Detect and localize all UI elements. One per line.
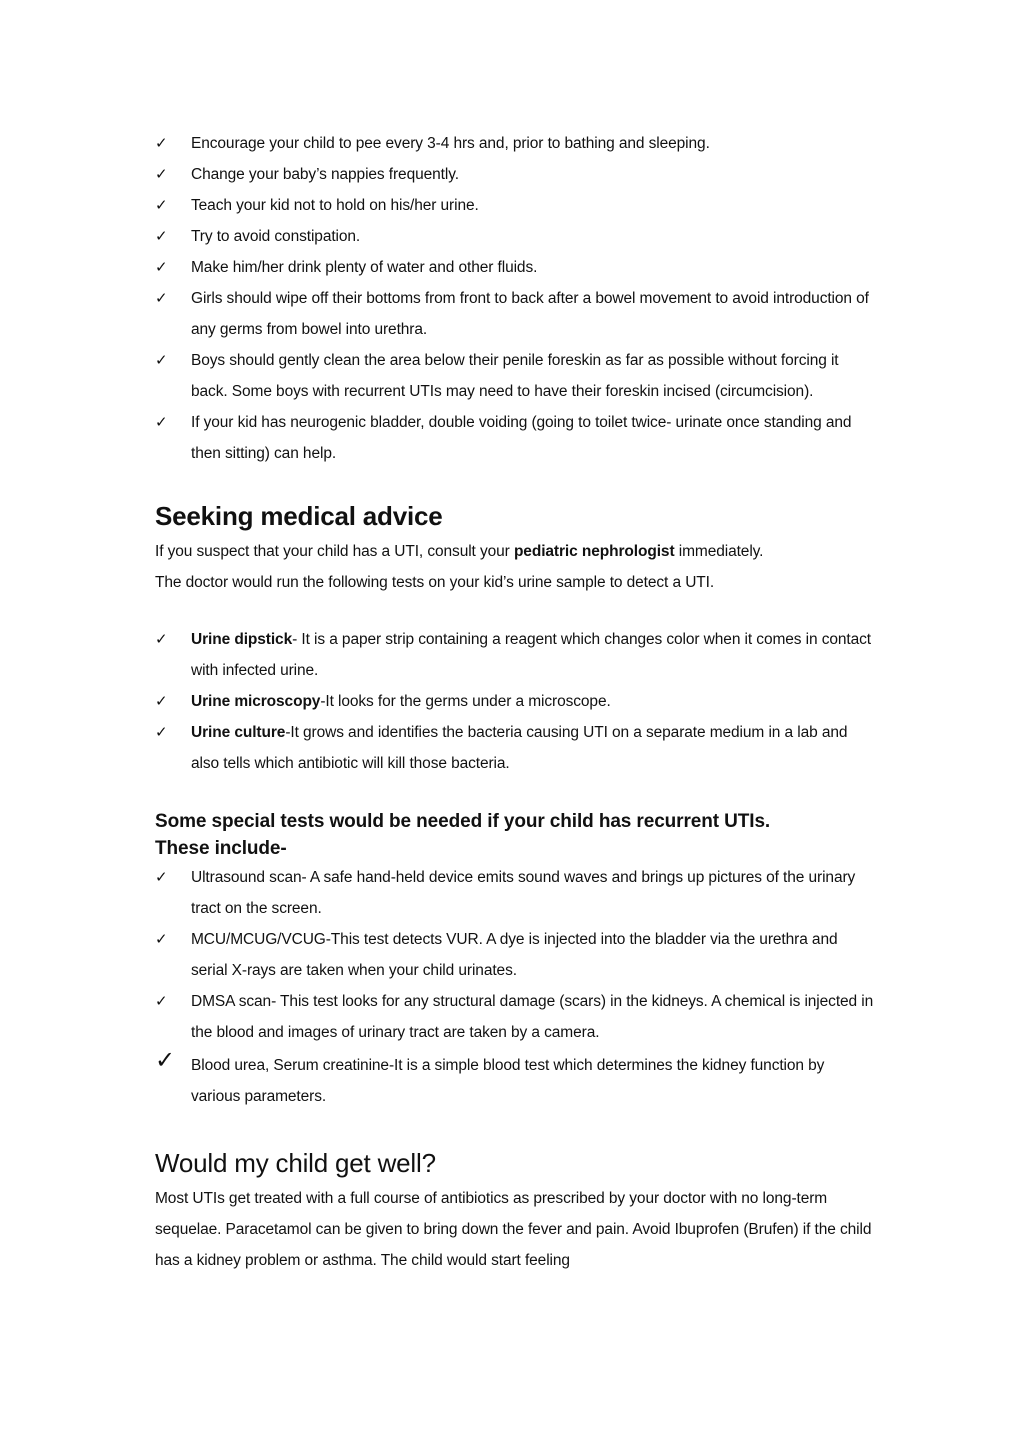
list-item: ✓ MCU/MCUG/VCUG-This test detects VUR. A dye is injected into the bladder via the urethra and serial X-rays are taken when your child urinates. <box>155 924 875 986</box>
check-icon: ✓ <box>155 723 168 741</box>
list-item: ✓ DMSA scan- This test looks for any structural damage (scars) in the kidneys. A chemical is injected in the blood and images of urinary tract are taken by a camera. <box>155 986 875 1048</box>
check-icon: ✓ <box>155 351 168 369</box>
list-item: ✓ Teach your kid not to hold on his/her urine. <box>155 190 875 221</box>
list-item: ✓ Change your baby’s nappies frequently. <box>155 159 875 190</box>
list-item: ✓ Ultrasound scan- A safe hand-held device emits sound waves and brings up pictures of the urinary tract on the screen. <box>155 862 875 924</box>
list-item: ✓ Urine dipstick- It is a paper strip containing a reagent which changes color when it comes in contact with infected urine. <box>155 624 875 686</box>
check-icon: ✓ <box>155 692 168 710</box>
check-icon: ✓ <box>155 413 168 431</box>
check-icon: ✓ <box>155 227 168 245</box>
special-tests-heading: Some special tests would be needed if your child has recurrent UTIs. These include- <box>155 811 771 859</box>
urine-tests-list <box>155 624 875 779</box>
section-heading-medical-advice: Seeking medical advice <box>155 501 443 531</box>
list-item: ✓ Blood urea, Serum creatinine-It is a simple blood test which determines the kidney function by various parameters. <box>155 1050 875 1112</box>
list-item: ✓ Make him/her drink plenty of water and other fluids. <box>155 252 875 283</box>
list-item: ✓ If your kid has neurogenic bladder, double voiding (going to toilet twice- urinate once standing and then sitting) can help. <box>155 407 875 469</box>
document-page <box>155 128 875 1276</box>
check-icon: ✓ <box>155 134 168 152</box>
check-icon: ✓ <box>155 868 168 886</box>
check-icon: ✓ <box>155 992 168 1010</box>
list-item: ✓ Encourage your child to pee every 3-4 hrs and, prior to bathing and sleeping. <box>155 128 875 159</box>
list-item: ✓ Try to avoid constipation. <box>155 221 875 252</box>
check-icon: ✓ <box>155 196 168 214</box>
get-well-paragraph: Most UTIs get treated with a full course of antibiotics as prescribed by your doctor with no long-term sequelae. Paracetamol can be given to bring down the fever and pain. Avoid Ibuprofen (Brufen) if the child has a kidney problem or asthma. The child would start feeling <box>155 1190 872 1269</box>
medical-intro: If you suspect that your child has a UTI, consult your pediatric nephrologist immediately. <box>155 543 764 560</box>
medical-tests-intro: The doctor would run the following tests on your kid’s urine sample to detect a UTI. <box>155 574 715 591</box>
prevention-list <box>155 128 875 469</box>
check-icon: ✓ <box>155 289 168 307</box>
section-heading-get-well: Would my child get well? <box>155 1148 436 1178</box>
list-item: ✓ Urine culture-It grows and identifies the bacteria causing UTI on a separate medium in a lab and also tells which antibiotic will kill those bacteria. <box>155 717 875 779</box>
list-item: ✓ Girls should wipe off their bottoms from front to back after a bowel movement to avoid introduction of any germs from bowel into urethra. <box>155 283 875 345</box>
check-icon: ✓ <box>155 630 168 648</box>
list-item: ✓ Boys should gently clean the area below their penile foreskin as far as possible without forcing it back. Some boys with recurrent UTIs may need to have their foreskin incised (circumcision). <box>155 345 875 407</box>
list-item: ✓ Urine microscopy-It looks for the germs under a microscope. <box>155 686 875 717</box>
special-tests-list <box>155 862 875 1112</box>
check-icon: ✓ <box>155 1046 176 1074</box>
nephrologist-term: pediatric nephrologist <box>513 543 675 560</box>
check-icon: ✓ <box>155 930 168 948</box>
check-icon: ✓ <box>155 258 168 276</box>
check-icon: ✓ <box>155 165 168 183</box>
